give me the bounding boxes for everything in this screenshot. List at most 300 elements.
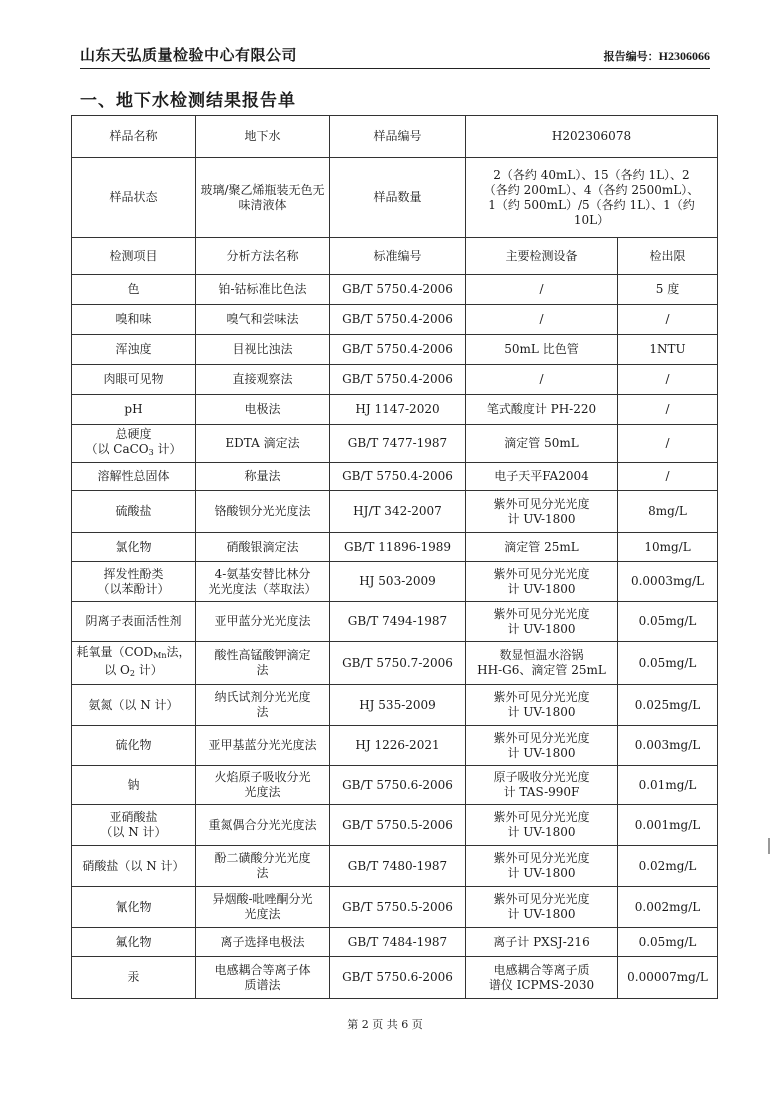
cell-text: 计 UV-1800 xyxy=(507,866,576,880)
cell-equipment-line xyxy=(468,282,615,297)
cell-limit xyxy=(618,957,718,999)
cell-text: / xyxy=(539,372,544,386)
cell-text: HJ 503-2009 xyxy=(359,574,436,588)
cell-text: 浑浊度 xyxy=(115,342,152,356)
cell-equipment xyxy=(466,533,618,562)
cell-method-line xyxy=(198,705,327,720)
cell-text: 法 xyxy=(256,866,269,880)
cell-equipment-line xyxy=(468,469,615,484)
cell-standard xyxy=(330,726,466,766)
cell-limit xyxy=(618,846,718,887)
cell-standard xyxy=(330,305,466,335)
cell-text: 0.00007mg/L xyxy=(627,970,708,984)
cell-equipment xyxy=(466,726,618,766)
cell-limit-line xyxy=(620,859,715,874)
cell-method-line xyxy=(198,372,327,387)
cell-limit xyxy=(618,642,718,685)
cell-equipment-line xyxy=(468,582,615,597)
cell-text: 硝酸银滴定法 xyxy=(226,539,299,554)
cell-method-line xyxy=(198,785,327,800)
cell-method-line xyxy=(198,614,327,629)
cell-item-line xyxy=(74,504,193,519)
cell-item xyxy=(72,887,196,928)
cell-method-line xyxy=(198,851,327,866)
cell-limit-line xyxy=(620,698,715,713)
cell-equipment-line xyxy=(468,978,615,993)
cell-text: GB/T 5750.4-2006 xyxy=(342,372,453,386)
cell-limit-line xyxy=(620,738,715,753)
cell-limit-line xyxy=(620,818,715,833)
cell-text: 离子选择电极法 xyxy=(220,934,305,949)
sample-qty-line: 1（约 500mL）/5（各约 1L）、1（约 xyxy=(488,197,695,212)
table-row xyxy=(72,846,718,887)
cell-text: 计 UV-1800 xyxy=(507,705,576,719)
cell-item-line xyxy=(74,738,193,753)
cell-text: GB/T 5750.4-2006 xyxy=(342,312,453,326)
cell-text: 硝酸盐（以 N 计） xyxy=(82,858,185,873)
cell-standard-line xyxy=(332,504,463,519)
cell-standard xyxy=(330,365,466,395)
cell-equipment xyxy=(466,766,618,805)
cell-item xyxy=(72,685,196,726)
cell-text: 滴定管 50mL xyxy=(504,436,579,450)
cell-text: 0.003mg/L xyxy=(634,738,701,752)
cell-text: 以 O xyxy=(104,663,130,677)
cell-limit-line xyxy=(620,574,715,589)
cell-equipment xyxy=(466,928,618,957)
cell-equipment xyxy=(466,425,618,463)
cell-equipment-line xyxy=(468,825,615,840)
cell-text: 0.05mg/L xyxy=(638,934,697,949)
cell-item-line xyxy=(74,900,193,915)
cell-text: 0.002mg/L xyxy=(634,899,701,914)
cell-text: HH-G6、滴定管 25mL xyxy=(477,663,606,677)
cell-text: 氨氮（以 N 计） xyxy=(88,697,179,712)
cell-method-line xyxy=(198,907,327,922)
cell-text: / xyxy=(665,372,670,386)
cell-text: 溶解性总固体 xyxy=(97,469,170,483)
cell-item-line xyxy=(74,859,193,874)
cell-text: 电感耦合等离子质 xyxy=(493,962,590,977)
cell-text: 8mg/L xyxy=(648,504,687,518)
cell-equipment xyxy=(466,642,618,685)
cell-text: 法 xyxy=(256,705,269,719)
cell-limit xyxy=(618,533,718,562)
cell-standard xyxy=(330,928,466,957)
cell-method-line xyxy=(198,770,327,785)
subscript: 3 xyxy=(148,448,154,457)
cell-text: GB/T 7477-1987 xyxy=(347,436,448,450)
cell-item-line xyxy=(74,312,193,327)
sample-state-row xyxy=(72,158,718,238)
cell-standard xyxy=(330,602,466,642)
cell-item xyxy=(72,642,196,685)
cell-limit-line xyxy=(620,900,715,915)
company-name: 山东天弘质量检验中心有限公司 xyxy=(80,46,298,64)
col-header-standard: 标准编号 xyxy=(330,238,466,275)
cell-method-line xyxy=(198,935,327,950)
cell-text: HJ 1147-2020 xyxy=(355,402,440,416)
cell-text: 纳氏试剂分光光度 xyxy=(214,690,311,704)
col-header-item: 检测项目 xyxy=(72,238,196,275)
cell-text: 耗氧量（COD xyxy=(76,645,154,659)
table-row xyxy=(72,642,718,685)
cell-equipment-line xyxy=(468,770,615,785)
sample-name-row xyxy=(72,116,718,158)
cell-text: （以苯酚计） xyxy=(97,581,170,596)
report-table xyxy=(71,115,718,999)
cell-limit-line xyxy=(620,935,715,950)
cell-text: GB/T 7484-1987 xyxy=(347,934,448,949)
cell-item xyxy=(72,491,196,533)
cell-method xyxy=(196,957,330,999)
cell-limit xyxy=(618,365,718,395)
cell-text: 嗅和味 xyxy=(115,312,152,326)
cell-equipment-line xyxy=(468,436,615,451)
cell-text: 光光度法（萃取法） xyxy=(208,581,317,596)
sample-id-value: H202306078 xyxy=(466,116,718,158)
cell-text: 称量法 xyxy=(244,469,281,483)
cell-standard-line xyxy=(332,738,463,753)
cell-text: / xyxy=(539,312,544,326)
cell-text: 火焰原子吸收分光 xyxy=(214,770,311,784)
cell-text: / xyxy=(665,402,670,416)
table-row xyxy=(72,491,718,533)
cell-equipment xyxy=(466,805,618,846)
cell-standard xyxy=(330,491,466,533)
cell-item-line xyxy=(74,402,193,417)
cell-equipment-line xyxy=(468,963,615,978)
cell-standard xyxy=(330,766,466,805)
cell-equipment-line xyxy=(468,540,615,555)
cell-text: HJ 1226-2021 xyxy=(355,738,440,752)
sample-name-label: 样品名称 xyxy=(72,116,196,158)
cell-text: 硫酸盐 xyxy=(115,504,152,518)
cell-equipment xyxy=(466,957,618,999)
cell-text: / xyxy=(665,469,670,483)
cell-text: 1NTU xyxy=(649,342,686,356)
cell-method-line xyxy=(198,436,327,451)
sample-id-label: 样品编号 xyxy=(330,116,466,158)
cell-method xyxy=(196,642,330,685)
cell-standard-line xyxy=(332,698,463,713)
cell-equipment xyxy=(466,365,618,395)
report-number xyxy=(604,48,710,64)
cell-equipment xyxy=(466,685,618,726)
cell-method-line xyxy=(198,540,327,555)
cell-text: GB/T 5750.4-2006 xyxy=(342,469,453,483)
table-row xyxy=(72,685,718,726)
cell-standard xyxy=(330,846,466,887)
cell-text: 亚硝酸盐 xyxy=(109,810,158,824)
cell-limit xyxy=(618,928,718,957)
sample-state-value: 玻璃/聚乙烯瓶装无色无味清液体 xyxy=(196,158,330,238)
cell-standard-line xyxy=(332,900,463,915)
cell-method xyxy=(196,491,330,533)
cell-method-line xyxy=(198,402,327,417)
cell-text: 汞 xyxy=(127,970,140,984)
cell-text: 0.05mg/L xyxy=(638,614,697,628)
cell-standard-line xyxy=(332,656,463,671)
cell-text: 计 UV-1800 xyxy=(507,907,576,921)
cell-text: GB/T 5750.4-2006 xyxy=(342,282,453,296)
cell-equipment xyxy=(466,463,618,491)
cell-limit xyxy=(618,805,718,846)
report-number-value: H2306066 xyxy=(658,49,710,63)
cell-limit-line xyxy=(620,614,715,629)
cell-method xyxy=(196,425,330,463)
cell-text: 铂-钴标准比色法 xyxy=(218,282,307,296)
cell-text: 计） xyxy=(153,442,182,456)
cell-item-line xyxy=(74,663,193,681)
cell-standard-line xyxy=(332,312,463,327)
cell-text: / xyxy=(665,436,670,450)
cell-standard xyxy=(330,335,466,365)
cell-item-line xyxy=(74,567,193,582)
cell-limit-line xyxy=(620,656,715,671)
cell-text: 计 UV-1800 xyxy=(507,825,576,839)
cell-item xyxy=(72,463,196,491)
cell-method-line xyxy=(198,312,327,327)
cell-text: 肉眼可见物 xyxy=(103,372,164,386)
cell-item-line xyxy=(74,970,193,985)
cell-standard xyxy=(330,805,466,846)
cell-text: （以 CaCO xyxy=(85,442,149,456)
cell-item-line xyxy=(74,935,193,950)
cell-equipment xyxy=(466,491,618,533)
table-row xyxy=(72,425,718,463)
cell-text: 计） xyxy=(134,663,163,677)
cell-equipment-line xyxy=(468,892,615,907)
cell-method-line xyxy=(198,582,327,597)
cell-item-line xyxy=(74,372,193,387)
cell-text: 0.0003mg/L xyxy=(630,574,705,588)
cell-equipment-line xyxy=(468,567,615,582)
cell-standard xyxy=(330,275,466,305)
cell-item-line xyxy=(74,342,193,357)
sample-qty-line: 2（各约 40mL）、15（各约 1L）、2 xyxy=(493,167,690,182)
cell-item xyxy=(72,846,196,887)
cell-limit xyxy=(618,887,718,928)
cell-standard-line xyxy=(332,614,463,629)
cell-limit-line xyxy=(620,282,715,297)
cell-item xyxy=(72,365,196,395)
cell-equipment-line xyxy=(468,690,615,705)
cell-text: 总硬度 xyxy=(115,427,152,441)
cell-method xyxy=(196,562,330,602)
subscript: 2 xyxy=(129,669,135,678)
col-header-equipment: 主要检测设备 xyxy=(466,238,618,275)
cell-equipment-line xyxy=(468,512,615,527)
cell-standard-line xyxy=(332,342,463,357)
cell-text: GB/T 5750.5-2006 xyxy=(342,817,453,832)
cell-method xyxy=(196,395,330,425)
cell-text: 计 UV-1800 xyxy=(507,621,576,636)
cell-text: HJ/T 342-2007 xyxy=(353,504,442,518)
cell-method xyxy=(196,365,330,395)
section-title: 一、地下水检测结果报告单 xyxy=(80,91,296,111)
cell-item-line xyxy=(74,427,193,442)
cell-text: 法 xyxy=(256,663,269,677)
cell-equipment xyxy=(466,305,618,335)
cell-equipment-line xyxy=(468,607,615,622)
cell-text: 紫外可见分光光度 xyxy=(493,566,590,581)
sample-qty-label: 样品数量 xyxy=(330,158,466,238)
cell-text: GB/T 5750.4-2006 xyxy=(342,342,453,356)
cell-text: 紫外可见分光光度 xyxy=(493,690,590,704)
cell-text: 紫外可见分光光度 xyxy=(493,606,590,621)
cell-item-line xyxy=(74,469,193,484)
cell-text: 硫化物 xyxy=(115,738,152,752)
cell-standard xyxy=(330,425,466,463)
cell-equipment-line xyxy=(468,402,615,417)
cell-limit-line xyxy=(620,436,715,451)
cell-text: 谱仪 ICPMS-2030 xyxy=(488,977,595,992)
cell-text: GB/T 7494-1987 xyxy=(347,614,448,628)
cell-equipment xyxy=(466,602,618,642)
cell-text: 计 UV-1800 xyxy=(507,581,576,596)
cell-equipment-line xyxy=(468,622,615,637)
cell-limit-line xyxy=(620,469,715,484)
cell-text: pH xyxy=(124,402,143,416)
cell-standard xyxy=(330,562,466,602)
table-row xyxy=(72,275,718,305)
cell-text: 挥发性酚类 xyxy=(103,566,164,581)
cell-item xyxy=(72,275,196,305)
cell-item xyxy=(72,533,196,562)
col-header-limit: 检出限 xyxy=(618,238,718,275)
page-footer: 第 2 页 共 6 页 xyxy=(347,1018,423,1031)
cell-limit xyxy=(618,766,718,805)
cell-standard-line xyxy=(332,540,463,555)
cell-standard-line xyxy=(332,970,463,985)
cell-text: 0.02mg/L xyxy=(638,858,697,873)
cell-method-line xyxy=(198,690,327,705)
cell-equipment-line xyxy=(468,731,615,746)
cell-limit xyxy=(618,425,718,463)
sample-qty-value xyxy=(466,158,718,238)
sample-qty-line: （各约 200mL）、4（各约 2500mL）、 xyxy=(483,182,700,197)
cell-item xyxy=(72,726,196,766)
cell-text: 0.001mg/L xyxy=(634,817,701,832)
cell-text: 酸性高锰酸钾滴定 xyxy=(214,648,311,662)
cell-equipment xyxy=(466,887,618,928)
cell-text: 电感耦合等离子体 xyxy=(214,962,311,977)
cell-text: GB/T 5750.7-2006 xyxy=(342,655,453,670)
table-row xyxy=(72,533,718,562)
cell-limit xyxy=(618,602,718,642)
cell-limit-line xyxy=(620,342,715,357)
table-row xyxy=(72,887,718,928)
cell-standard xyxy=(330,685,466,726)
cell-item-line xyxy=(74,442,193,460)
cell-text: 0.025mg/L xyxy=(634,697,701,712)
cell-standard-line xyxy=(332,818,463,833)
cell-text: 0.01mg/L xyxy=(638,777,697,792)
cell-text: 10mg/L xyxy=(644,539,691,554)
cell-text: 目视比浊法 xyxy=(232,342,293,356)
cell-standard xyxy=(330,533,466,562)
cell-text: GB/T 7480-1987 xyxy=(347,858,448,873)
col-header-method: 分析方法名称 xyxy=(196,238,330,275)
cell-method xyxy=(196,726,330,766)
cell-limit xyxy=(618,491,718,533)
cell-equipment-line xyxy=(468,785,615,800)
scan-edge-mark xyxy=(765,838,770,854)
cell-text: GB/T 11896-1989 xyxy=(343,539,452,554)
cell-equipment xyxy=(466,395,618,425)
cell-standard-line xyxy=(332,436,463,451)
cell-equipment xyxy=(466,846,618,887)
cell-limit-line xyxy=(620,778,715,793)
cell-standard xyxy=(330,463,466,491)
cell-item-line xyxy=(74,582,193,597)
cell-text: 氟化物 xyxy=(115,934,152,949)
cell-text: 4-氨基安替比林分 xyxy=(214,566,311,581)
cell-text: 铬酸钡分光光度法 xyxy=(214,504,311,518)
cell-method xyxy=(196,887,330,928)
cell-text: 紫外可见分光光度 xyxy=(493,496,590,511)
cell-method xyxy=(196,685,330,726)
cell-text: 光度法 xyxy=(244,907,281,921)
cell-limit-line xyxy=(620,312,715,327)
cell-text: 色 xyxy=(127,282,140,296)
cell-equipment-line xyxy=(468,663,615,678)
table-row xyxy=(72,805,718,846)
cell-equipment-line xyxy=(468,312,615,327)
table-row xyxy=(72,957,718,999)
cell-method xyxy=(196,928,330,957)
cell-standard-line xyxy=(332,469,463,484)
cell-text: 阴离子表面活性剂 xyxy=(85,614,182,628)
cell-method-line xyxy=(198,504,327,519)
cell-limit xyxy=(618,275,718,305)
report-number-label: 报告编号： xyxy=(603,50,659,63)
cell-text: GB/T 5750.6-2006 xyxy=(342,970,453,984)
cell-text: 0.05mg/L xyxy=(638,655,697,670)
cell-item xyxy=(72,805,196,846)
cell-text: 亚甲蓝分光光度法 xyxy=(214,614,311,628)
cell-equipment-line xyxy=(468,648,615,663)
cell-method xyxy=(196,602,330,642)
cell-method-line xyxy=(198,282,327,297)
cell-method-line xyxy=(198,963,327,978)
cell-item xyxy=(72,928,196,957)
table-row xyxy=(72,562,718,602)
cell-text: 质谱法 xyxy=(244,977,281,992)
cell-item xyxy=(72,335,196,365)
cell-text: 电极法 xyxy=(244,402,281,416)
cell-equipment-line xyxy=(468,372,615,387)
cell-method xyxy=(196,533,330,562)
cell-text: 计 UV-1800 xyxy=(507,745,576,760)
cell-item-line xyxy=(74,540,193,555)
cell-equipment xyxy=(466,562,618,602)
cell-text: 电子天平FA2004 xyxy=(494,469,589,483)
cell-method-line xyxy=(198,978,327,993)
cell-standard xyxy=(330,642,466,685)
cell-text: 离子计 PXSJ-216 xyxy=(493,934,590,949)
cell-item-line xyxy=(74,778,193,793)
cell-text: （以 N 计） xyxy=(100,825,167,839)
cell-text: 法， xyxy=(166,645,191,659)
cell-text: GB/T 5750.5-2006 xyxy=(342,899,453,914)
cell-text: EDTA 滴定法 xyxy=(225,436,300,450)
cell-method xyxy=(196,805,330,846)
cell-limit-line xyxy=(620,540,715,555)
sample-state-label: 样品状态 xyxy=(72,158,196,238)
cell-limit xyxy=(618,305,718,335)
